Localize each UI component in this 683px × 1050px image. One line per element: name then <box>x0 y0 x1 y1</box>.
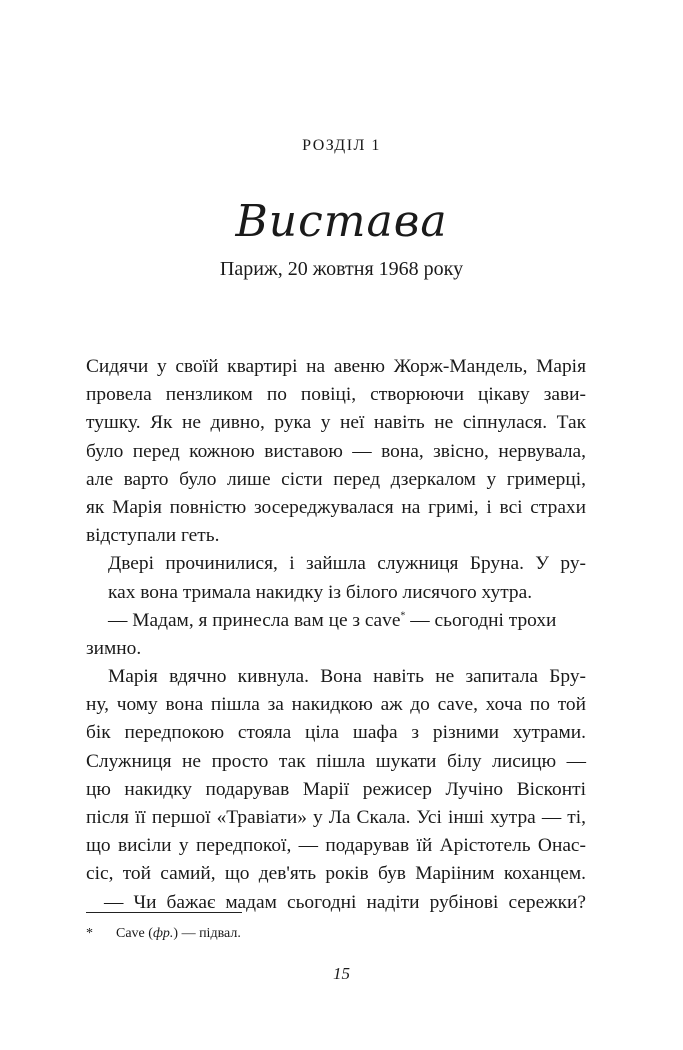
text-line: як Марія повністю зосереджувалася на гримі, і всі страхи <box>86 496 586 518</box>
chapter-subtitle: Париж, 20 жовтня 1968 року <box>219 258 464 280</box>
footnote-mark: * <box>400 610 406 622</box>
footnote-definition: — підвал. <box>178 926 241 941</box>
text-line: — Чи бажає мадам сьогодні надіти рубінові сережки? <box>104 891 586 913</box>
text-segment: — Мадам, я принесла вам це з cave <box>108 609 401 631</box>
text-line: але варто було лише сісти перед дзеркалом у гримерці, <box>86 468 586 490</box>
footnote-term: Cave <box>116 926 145 941</box>
text-line: зимно. <box>86 637 142 659</box>
chapter-label: РОЗДІЛ 1 <box>302 137 381 154</box>
text-line: відступали геть. <box>86 525 220 547</box>
text-line: що висіли у передпокої, — подарував їй Арістотель Онас- <box>86 835 586 857</box>
footnote-marker: * <box>86 926 93 941</box>
text-line-with-footnote <box>86 607 586 635</box>
text-segment: — сьогодні трохи <box>405 609 557 631</box>
chapter-title: Вистава <box>235 196 448 247</box>
text-line: Марія вдячно кивнула. Вона навіть не запитала Бру- <box>108 666 586 688</box>
text-line: тушку. Як не дивно, рука у неї навіть не сіпнулася. Так <box>86 412 586 434</box>
page-number: 15 <box>333 964 350 983</box>
footnote-divider <box>86 912 242 913</box>
body-text <box>86 353 586 917</box>
text-line: ну, чому вона пішла за накидкою аж до cave, хоча по той <box>86 694 586 716</box>
text-line: Двері прочинилися, і зайшла служниця Бруна. У ру- <box>108 553 586 575</box>
text-line: Сидячи у своїй квартирі на авеню Жорж-Мандель, Марія <box>86 356 586 377</box>
text-line: було перед кожною виставою — вона, звісно, нервувала, <box>86 440 586 462</box>
footnote: * Cave (фр.) — підвал. <box>86 926 241 941</box>
text-line: бік передпокою стояла ціла шафа з різними хутрами. <box>86 722 586 744</box>
text-line: Служниця не просто так пішла шукати білу лисицю — <box>86 750 586 772</box>
text-line: ках вона тримала накидку із білого лисячого хутра. <box>108 581 533 603</box>
text-line: після її першої «Травіати» у Ла Скала. Усі інші хутра — ті, <box>86 807 586 828</box>
text-line: провела пензликом по повіці, створюючи цікаву зави- <box>86 384 586 406</box>
text-line: сіс, той самий, що дев'ять років був Марііним коханцем. <box>86 863 586 885</box>
footnote-lang: фр. <box>152 926 174 941</box>
text-line: цю накидку подарував Марії режисер Лучіно Вісконті <box>86 778 586 800</box>
